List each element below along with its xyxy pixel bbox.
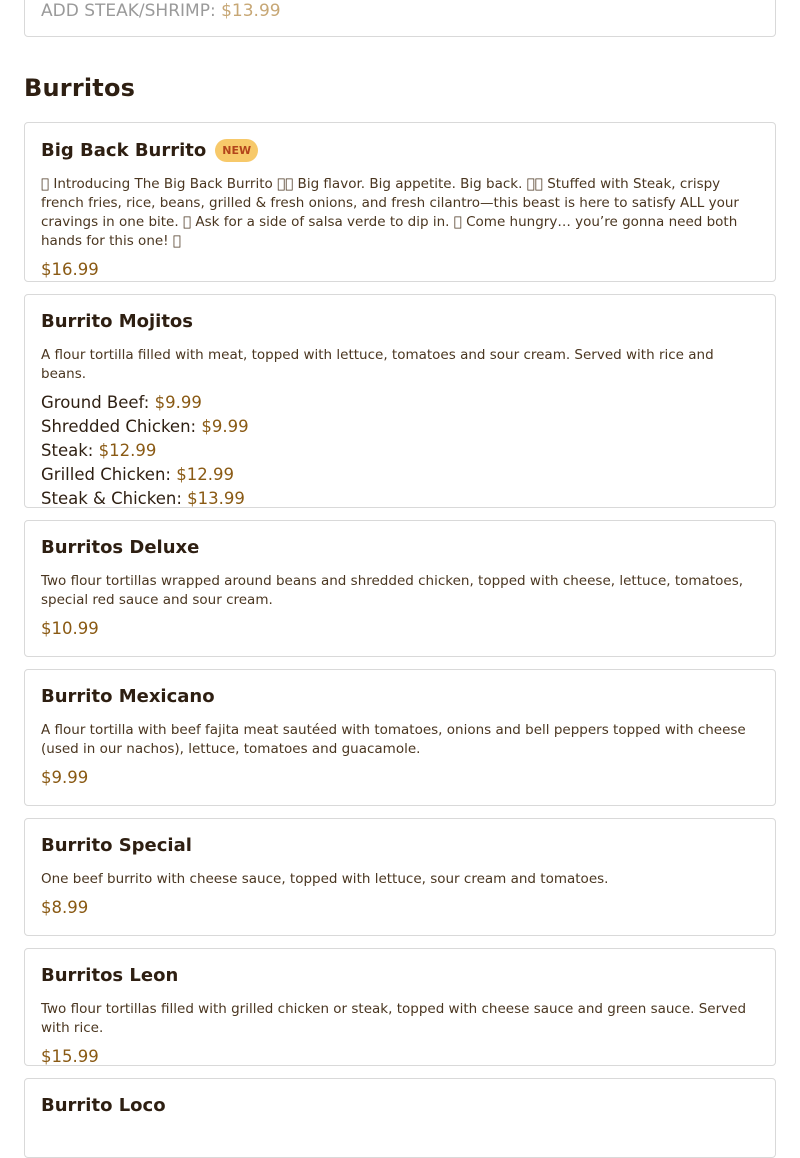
new-badge: NEW: [215, 139, 258, 162]
option-price: $9.99: [201, 417, 249, 436]
option-label: Ground Beef:: [41, 393, 150, 412]
price-option: [41, 391, 759, 415]
item-name: Burrito Loco: [41, 1095, 166, 1116]
price-options: [41, 391, 759, 511]
menu-item-card-burrito-special[interactable]: [24, 818, 776, 936]
item-price: $9.99: [41, 768, 89, 787]
item-description: A flour tortilla with beef fajita meat sautéed with tomatoes, onions and bell peppers topped with cheese (used in our nachos), lettuce, tomatoes and guacamole.: [41, 722, 746, 757]
option-price: $9.99: [154, 393, 202, 412]
menu-item-card-burrito-loco[interactable]: [24, 1078, 776, 1158]
option-price: $13.99: [187, 489, 245, 508]
price-option: [41, 487, 759, 511]
option-label: Grilled Chicken:: [41, 465, 171, 484]
item-name: Burritos Deluxe: [41, 537, 200, 558]
item-description:   Introducing The Big Back Burrito    Big flavor. Big appetite. Big back.    Stuffed with Steak, crispy french fries, rice, beans, grilled & fresh onions, and fresh cilantro—this beast is here to satisfy ALL your cravings in one bite.   Ask for a side of salsa verde to dip in.   Come hungry… you’re gonna need both hands for this one!  : [41, 176, 739, 249]
item-price: $8.99: [41, 898, 89, 917]
item-name: Burrito Special: [41, 835, 192, 856]
menu-item-card-burrito-mojitos[interactable]: [24, 294, 776, 508]
item-name-row: [41, 139, 759, 162]
item-description: Two flour tortillas filled with grilled chicken or steak, topped with cheese sauce and green sauce. Served with rice.: [41, 1001, 747, 1036]
menu-item-card-big-back-burrito[interactable]: [24, 122, 776, 282]
option-label: Shredded Chicken:: [41, 417, 197, 436]
item-name: Burritos Leon: [41, 965, 179, 986]
price-option: [41, 439, 759, 463]
item-name: Burrito Mojitos: [41, 311, 193, 332]
menu-item-card-burrito-mexicano[interactable]: [24, 669, 776, 806]
item-name: Big Back Burrito: [41, 139, 207, 161]
addon-price: $13.99: [221, 1, 281, 21]
price-option: [41, 463, 759, 487]
item-name: Burrito Mexicano: [41, 686, 215, 707]
menu-item-card-burritos-deluxe[interactable]: [24, 520, 776, 657]
item-price: $10.99: [41, 619, 99, 638]
item-description: A flour tortilla filled with meat, topped with lettuce, tomatoes and sour cream. Served with rice and beans.: [41, 347, 714, 382]
option-label: Steak & Chicken:: [41, 489, 182, 508]
item-price: $15.99: [41, 1047, 99, 1066]
item-description: One beef burrito with cheese sauce, topped with lettuce, sour cream and tomatoes.: [41, 871, 609, 887]
item-description: Two flour tortillas wrapped around beans and shredded chicken, topped with cheese, lettuce, tomatoes, special red sauce and sour cream.: [41, 573, 744, 608]
option-price: $12.99: [176, 465, 234, 484]
addon-label: ADD STEAK/SHRIMP:: [41, 1, 216, 21]
item-price: $16.99: [41, 260, 99, 279]
addon-line: [41, 0, 759, 23]
menu-item-card-previous[interactable]: [24, 0, 776, 37]
section-title: Burritos: [24, 74, 136, 102]
option-price: $12.99: [98, 441, 157, 460]
price-option: [41, 415, 759, 439]
option-label: Steak:: [41, 441, 94, 460]
menu-item-card-burritos-leon[interactable]: [24, 948, 776, 1066]
